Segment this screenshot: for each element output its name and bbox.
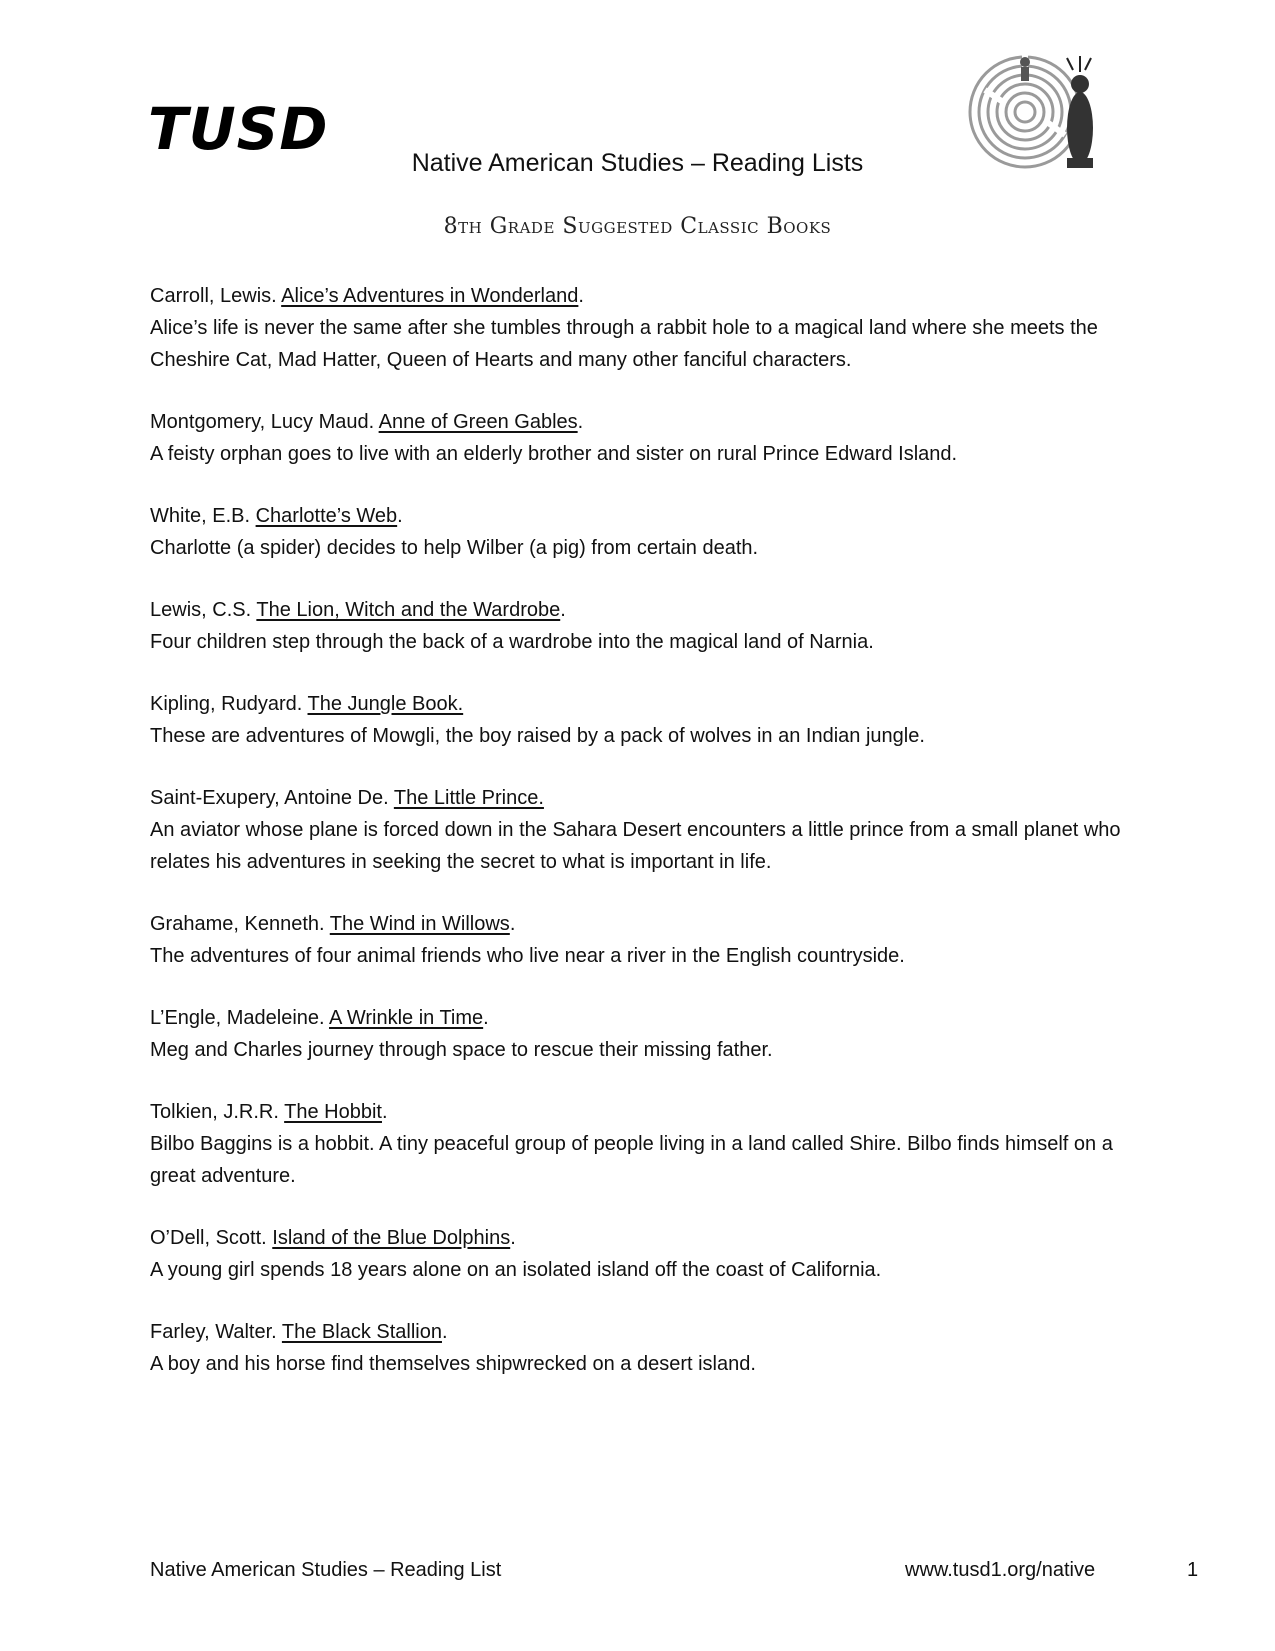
- book-title: A Wrinkle in Time: [329, 1007, 484, 1029]
- citation: [150, 1316, 1130, 1348]
- citation: [150, 1002, 1130, 1034]
- book-description: Alice’s life is never the same after she tumbles through a rabbit hole to a magical land where she meets the Cheshire Cat, Mad Hatter, Queen of Hearts and many other fanciful characters.: [150, 317, 1098, 371]
- book-title: The Lion, Witch and the Wardrobe: [256, 599, 561, 621]
- author: Carroll, Lewis.: [150, 285, 277, 307]
- citation: [150, 406, 1130, 438]
- footer-url: www.tusd1.org/native: [905, 1559, 1096, 1581]
- citation: [150, 500, 1130, 532]
- list-item: [150, 1316, 1130, 1380]
- book-title: The Hobbit: [284, 1101, 382, 1123]
- book-title: Alice’s Adventures in Wonderland: [281, 285, 579, 307]
- book-description: Bilbo Baggins is a hobbit. A tiny peaceful group of people living in a land called Shire. Bilbo finds himself on a great adventure.: [150, 1133, 1113, 1187]
- book-description: A boy and his horse find themselves shipwrecked on a desert island.: [150, 1353, 756, 1375]
- book-description: Four children step through the back of a wardrobe into the magical land of Narnia.: [150, 631, 874, 653]
- author: Lewis, C.S.: [150, 599, 252, 621]
- book-description: A young girl spends 18 years alone on an isolated island off the coast of California.: [150, 1259, 882, 1281]
- page-number: 1: [1187, 1559, 1199, 1581]
- list-item: [150, 1096, 1130, 1192]
- citation: [150, 908, 1130, 940]
- citation: [150, 594, 1130, 626]
- book-description: Charlotte (a spider) decides to help Wilber (a pig) from certain death.: [150, 537, 759, 559]
- footer-title: Native American Studies – Reading List: [150, 1559, 502, 1581]
- author: White, E.B.: [150, 505, 251, 527]
- book-title: The Little Prince.: [393, 787, 544, 809]
- citation-punctuation: .: [578, 285, 584, 307]
- list-item: [150, 500, 1130, 564]
- list-item: [150, 1222, 1130, 1286]
- list-item: [150, 280, 1130, 376]
- book-description: The adventures of four animal friends who live near a river in the English countryside.: [150, 945, 905, 967]
- list-item: [150, 1002, 1130, 1066]
- citation: [150, 1222, 1130, 1254]
- page-title: Native American Studies – Reading Lists: [411, 149, 864, 177]
- list-item: [150, 908, 1130, 972]
- author: O’Dell, Scott.: [150, 1227, 267, 1249]
- citation-punctuation: .: [381, 1101, 388, 1123]
- book-title: The Wind in Willows: [329, 913, 510, 935]
- citation: [150, 1096, 1130, 1128]
- author: Farley, Walter.: [150, 1321, 277, 1343]
- author: Saint-Exupery, Antoine De.: [150, 787, 389, 809]
- book-description: A feisty orphan goes to live with an elderly brother and sister on rural Prince Edward Island.: [150, 443, 958, 465]
- author: Montgomery, Lucy Maud.: [150, 411, 375, 433]
- tusd-logo: TUSD: [148, 95, 329, 163]
- author: L’Engle, Madeleine.: [150, 1007, 325, 1029]
- citation-punctuation: .: [560, 599, 566, 621]
- citation: [150, 280, 1130, 312]
- citation-punctuation: .: [483, 1007, 489, 1029]
- book-title: The Black Stallion: [281, 1321, 442, 1343]
- list-item: [150, 688, 1130, 752]
- book-title: Charlotte’s Web: [255, 505, 398, 527]
- author: Kipling, Rudyard.: [150, 693, 303, 715]
- citation-punctuation: .: [577, 411, 584, 433]
- citation-punctuation: .: [441, 1321, 448, 1343]
- book-title: Anne of Green Gables: [378, 411, 578, 433]
- book-description: These are adventures of Mowgli, the boy raised by a pack of wolves in an Indian jungle.: [150, 725, 925, 747]
- citation: [150, 782, 1130, 814]
- list-item: [150, 594, 1130, 658]
- citation-punctuation: .: [397, 505, 403, 527]
- list-item: [150, 782, 1130, 878]
- citation-punctuation: .: [509, 913, 516, 935]
- author: Grahame, Kenneth.: [150, 913, 325, 935]
- book-title: The Jungle Book.: [307, 693, 464, 715]
- book-description: An aviator whose plane is forced down in the Sahara Desert encounters a little prince from a small planet who relates his adventures in seeking the secret to what is important in life.: [150, 819, 1121, 873]
- book-title: Island of the Blue Dolphins: [272, 1227, 511, 1249]
- section-subtitle: 8th Grade Suggested Classic Books: [443, 214, 832, 239]
- author: Tolkien, J.R.R.: [150, 1101, 279, 1123]
- citation: [150, 688, 1130, 720]
- citation-punctuation: .: [510, 1227, 516, 1249]
- list-item: [150, 406, 1130, 470]
- reading-list: [150, 280, 1130, 1410]
- book-description: Meg and Charles journey through space to rescue their missing father.: [150, 1039, 773, 1061]
